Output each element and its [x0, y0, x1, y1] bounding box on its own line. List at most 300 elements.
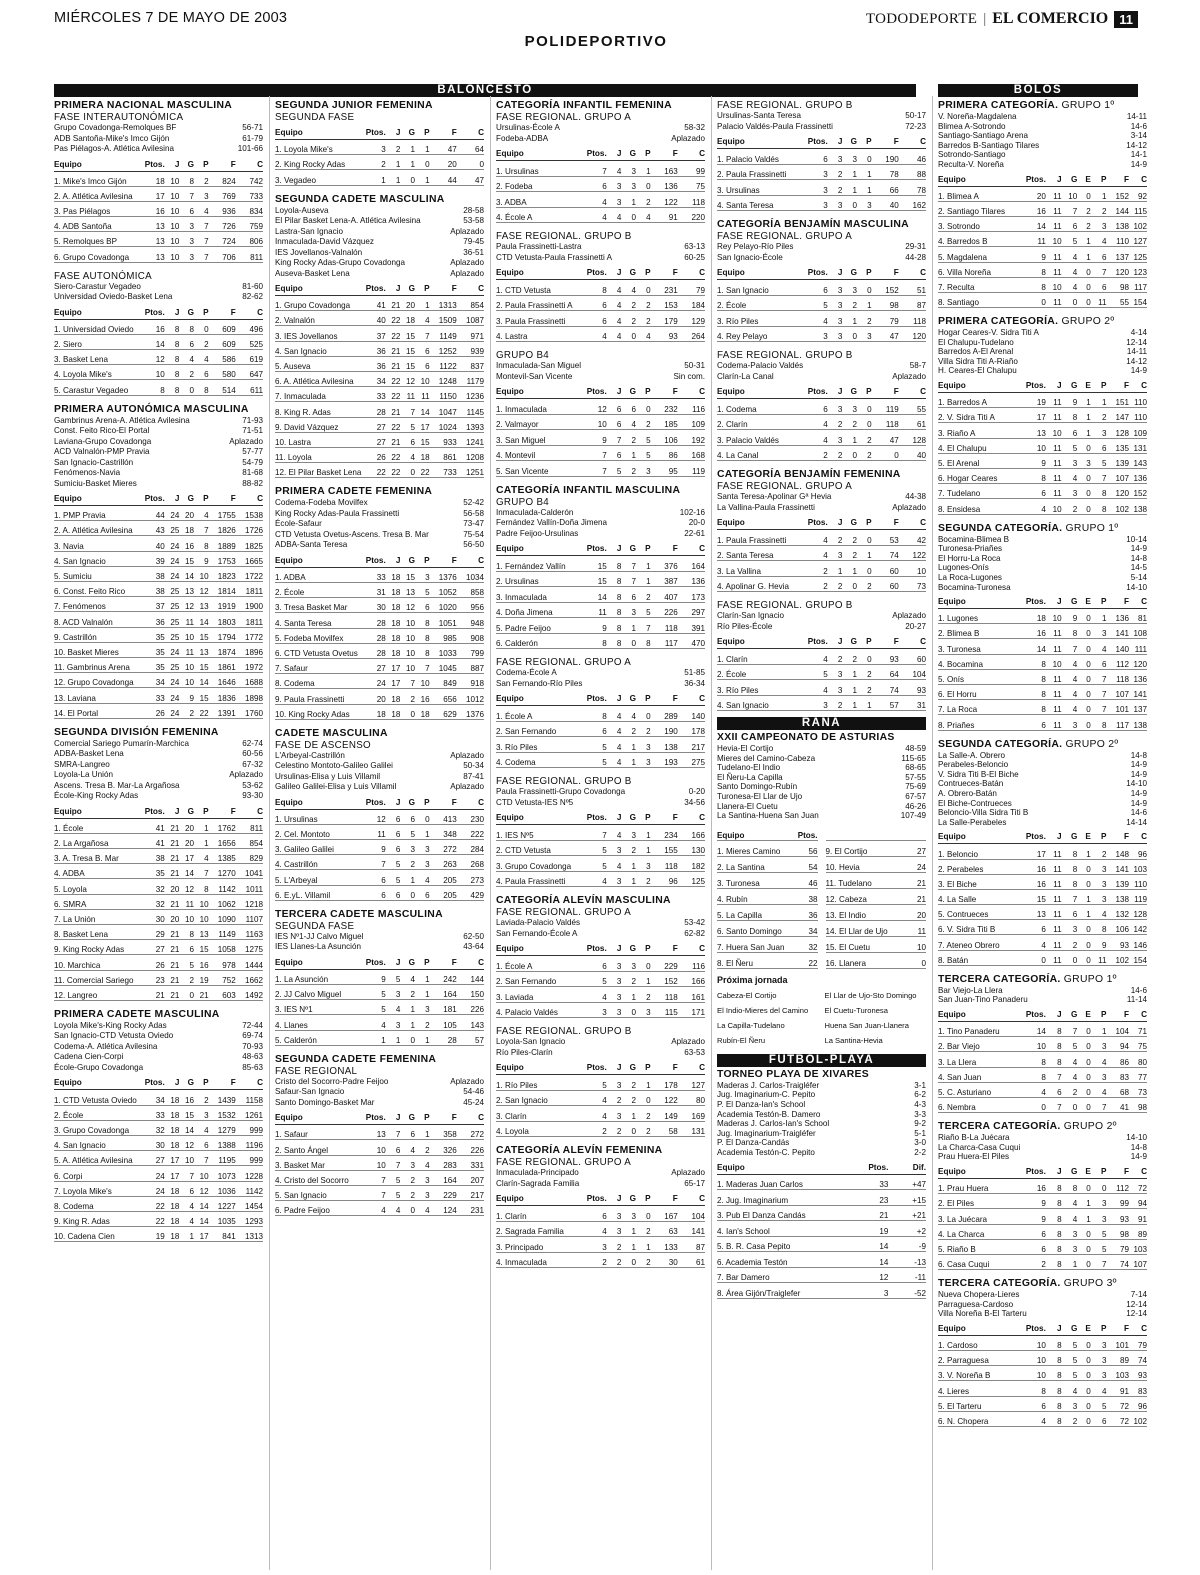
publication-brand	[866, 10, 1138, 28]
stat-cell: 139	[1107, 874, 1129, 889]
stat-cell: 3	[1062, 453, 1078, 468]
table-row	[496, 987, 705, 1003]
stat-cell: -13	[888, 1252, 926, 1268]
stat-cell: 2	[636, 721, 651, 737]
stat-cell: 161	[678, 987, 705, 1003]
stat-cell: 11	[1046, 624, 1062, 639]
competition-block	[275, 100, 484, 186]
stat-cell: 146	[1129, 935, 1147, 950]
stat-cell: 1722	[236, 566, 263, 581]
team-name: 2. Santo Ángel	[275, 1140, 363, 1155]
stat-cell: 8	[179, 171, 194, 186]
table-row	[938, 438, 1147, 453]
competition-title	[717, 219, 926, 231]
fixture: La Capilla-Tudelano	[717, 1020, 785, 1030]
stat-cell: 10	[1023, 438, 1045, 453]
column-header: C	[1129, 174, 1147, 187]
stat-cell: 2	[828, 576, 843, 592]
stat-cell: 8	[1062, 874, 1078, 889]
stat-cell: 2	[857, 445, 872, 461]
match-teams: King Rocky Adas-Paula Frassinetti	[275, 508, 400, 518]
team-name: 3. IES Jovellanos	[275, 326, 363, 341]
team-name: 2. Sagrada Familia	[496, 1221, 584, 1237]
stat-cell: 21	[165, 864, 180, 879]
stat-cell: 2	[621, 295, 636, 311]
stat-cell: 7	[584, 461, 607, 477]
stat-cell: 3	[636, 752, 651, 768]
stat-cell: 3	[1062, 920, 1078, 935]
table-row	[275, 140, 484, 155]
stat-cell: 1107	[236, 909, 263, 924]
table-row	[938, 715, 1147, 730]
stat-cell: 413	[430, 809, 457, 824]
stat-cell: 35	[142, 864, 165, 879]
stat-cell: 0	[842, 576, 857, 592]
stat-cell: 118	[899, 311, 926, 327]
table-row	[938, 685, 1147, 700]
stat-cell: 116	[678, 956, 705, 972]
stat-cell: 13	[1023, 905, 1045, 920]
stat-cell: 73	[1129, 1082, 1147, 1097]
stat-cell: 1149	[430, 326, 457, 341]
match-teams: Loyola-San Ignacio	[496, 1037, 566, 1046]
team-name: 6. Santo Domingo	[717, 926, 782, 936]
match-score: Aplazado	[450, 268, 484, 278]
stat-cell: 1047	[430, 402, 457, 417]
column-header: F	[872, 136, 899, 149]
stat-cell: 4	[584, 987, 607, 1003]
stat-cell: 10	[165, 171, 180, 186]
column-header: F	[1107, 1009, 1129, 1022]
column-header: G	[1062, 174, 1078, 187]
column-header: Equipo	[275, 283, 363, 296]
column-header: J	[828, 386, 843, 399]
stat-cell: 150	[457, 985, 484, 1000]
team-name: 3. Inmaculada	[496, 587, 584, 603]
match-teams: V. Sidra Titi B-El Biche	[938, 769, 1019, 779]
stat-cell: 11	[1046, 859, 1062, 874]
stat-cell: 3	[805, 195, 828, 211]
column-header: E	[1077, 1323, 1090, 1336]
stat-cell: 2	[621, 971, 636, 987]
stat-cell: 12	[363, 809, 386, 824]
team-name: 2. La Santina	[717, 862, 765, 872]
match-score: 44-38	[905, 492, 926, 501]
match-teams: Santo Domingo-Rubín	[717, 782, 798, 792]
stat-cell: 24	[165, 536, 180, 551]
table-row	[496, 633, 705, 649]
stat-cell: 18	[400, 311, 415, 326]
column-header: G	[179, 1077, 194, 1090]
column-header: P	[194, 307, 209, 320]
match-result	[938, 1309, 1147, 1319]
stat-cell: 1391	[209, 703, 236, 718]
stat-cell: 10	[400, 613, 415, 628]
stat-cell: 0	[636, 1206, 651, 1222]
stat-cell: 2	[636, 1121, 651, 1137]
match-result	[496, 253, 705, 264]
stat-cell: 10	[165, 247, 180, 262]
team-name: 5. Contrueces	[938, 905, 1023, 920]
stat-cell: 1	[621, 618, 636, 634]
stat-cell: 1444	[236, 955, 263, 970]
stat-cell: 1826	[209, 521, 236, 536]
competition-block	[275, 909, 484, 1046]
column-header: G	[1062, 1009, 1078, 1022]
stat-cell: 6	[400, 432, 415, 447]
competition-block	[938, 739, 1147, 966]
table-row	[496, 556, 705, 572]
column-header: Ptos.	[584, 693, 607, 706]
competition-title-text: SEGUNDA JUNIOR FEMENINA	[275, 100, 433, 111]
match-result	[717, 1148, 926, 1158]
stat-cell: 11	[1046, 247, 1062, 262]
stat-cell: 0	[1077, 186, 1090, 201]
stat-cell: 106	[651, 430, 678, 446]
stat-cell: 6	[1091, 1411, 1107, 1426]
stat-cell: 1836	[209, 688, 236, 703]
stat-cell: 3	[194, 186, 209, 201]
match-score: 88-82	[242, 478, 263, 488]
team-name: 1. Clarín	[717, 649, 805, 665]
stat-cell: 0	[1077, 499, 1090, 514]
stat-cell: 72	[1107, 1411, 1129, 1426]
stat-cell: 0	[1077, 624, 1090, 639]
stat-cell: 3	[828, 280, 843, 296]
match-score: 11-14	[1126, 995, 1147, 1005]
team-name: 3. Tresa Basket Mar	[275, 598, 363, 613]
stat-cell: 4	[1023, 935, 1045, 950]
stat-cell: 2	[857, 680, 872, 696]
stat-cell: 34	[808, 926, 818, 936]
table-row	[938, 292, 1147, 307]
stat-cell: 125	[1129, 247, 1147, 262]
stat-cell: 164	[430, 985, 457, 1000]
match-teams: Ursulinas-Elisa y Luis Villamil	[275, 771, 381, 781]
table-row	[717, 873, 818, 889]
stat-cell: 17	[1023, 844, 1045, 859]
stat-cell: 10	[179, 657, 194, 672]
table-row	[54, 925, 263, 940]
stat-cell: 3	[1091, 889, 1107, 904]
stat-cell: 18	[165, 1181, 180, 1196]
stat-cell: 18	[165, 1120, 180, 1135]
stat-cell: 0	[1077, 1254, 1090, 1269]
stat-cell: 80	[1129, 1052, 1147, 1067]
table-row	[54, 940, 263, 955]
stat-cell: 7	[194, 247, 209, 262]
stat-cell: 1313	[430, 296, 457, 311]
stat-cell: 10	[363, 1155, 386, 1170]
stat-cell: 1919	[209, 597, 236, 612]
competition-title-text: CATEGORÍA BENJAMÍN FEMENINA	[717, 469, 901, 480]
column-header: J	[1046, 1323, 1062, 1336]
competition-title-text: CADETE MASCULINA	[275, 727, 388, 739]
stat-cell: 217	[678, 737, 705, 753]
match-result	[938, 347, 1147, 357]
match-result	[717, 763, 926, 773]
stat-cell: 25	[165, 627, 180, 642]
column-header: G	[842, 386, 857, 399]
table-row	[54, 232, 263, 247]
stat-cell: 132	[1107, 905, 1129, 920]
table-row	[496, 971, 705, 987]
stat-cell: 21	[386, 356, 401, 371]
stat-cell: 102	[1107, 950, 1129, 965]
stat-cell: 4	[1062, 468, 1078, 483]
competition-block	[496, 1026, 705, 1137]
stat-cell: 6	[584, 1206, 607, 1222]
stat-cell: 93	[1107, 1209, 1129, 1224]
table-row	[496, 1221, 705, 1237]
competition-title-text: TERCERA CADETE MASCULINA	[275, 908, 443, 920]
stat-cell: 25	[165, 521, 180, 536]
stat-cell: 2	[842, 545, 857, 561]
column-header: J	[1046, 1166, 1062, 1179]
stat-cell: 144	[1107, 201, 1129, 216]
column-header: C	[899, 636, 926, 649]
competition-group: GRUPO 2º	[1065, 738, 1119, 750]
stat-cell: 8	[179, 319, 194, 334]
team-name: 1. Maderas Juan Carlos	[717, 1174, 851, 1190]
stat-cell: 6	[1091, 247, 1107, 262]
team-name: 4. Cristo del Socorro	[275, 1170, 363, 1185]
column-header: Ptos.	[1023, 1323, 1045, 1336]
competition-group: GRUPO 2º	[1061, 316, 1115, 328]
stat-cell: 17	[386, 658, 401, 673]
column-header: C	[678, 943, 705, 956]
team-name: 13. Laviana	[54, 688, 142, 703]
stat-cell: 7	[400, 674, 415, 689]
table-row	[938, 1351, 1147, 1366]
column-header: F	[651, 543, 678, 556]
stat-cell: 10	[415, 372, 430, 387]
stat-cell: 854	[457, 296, 484, 311]
stat-cell: 861	[430, 447, 457, 462]
match-teams: IES Nº1-JJ Calvo Miguel	[275, 931, 364, 941]
stat-cell: 8	[607, 571, 622, 587]
match-result	[54, 447, 263, 458]
stat-cell: 163	[651, 161, 678, 177]
column-header: C	[1129, 831, 1147, 844]
stat-cell: 4	[1062, 1052, 1078, 1067]
stat-cell: 54	[808, 862, 818, 872]
team-name: 6. Casa Cuqui	[938, 1254, 1023, 1269]
match-score: 5-14	[1130, 572, 1147, 582]
competition-title	[54, 100, 263, 112]
column-header: F	[651, 943, 678, 956]
stat-cell: 110	[1129, 408, 1147, 423]
stat-cell: 3	[1091, 874, 1107, 889]
stat-cell: 1251	[457, 463, 484, 478]
stat-cell: 2	[857, 664, 872, 680]
column-header: J	[1046, 174, 1062, 187]
stat-cell: 3	[621, 956, 636, 972]
table-row	[496, 587, 705, 603]
stat-cell: 57	[457, 1030, 484, 1045]
team-name: 7. La Unión	[54, 909, 142, 924]
column-header: P	[1091, 380, 1107, 393]
stat-cell: 3	[607, 1221, 622, 1237]
team-name: 5. Onís	[938, 669, 1023, 684]
table-row	[938, 905, 1147, 920]
stat-cell: 1241	[457, 432, 484, 447]
stat-cell: 6	[584, 721, 607, 737]
stat-cell: 1755	[209, 506, 236, 521]
stat-cell: 1195	[209, 1151, 236, 1166]
stat-cell: 155	[651, 840, 678, 856]
match-score: 14-10	[1126, 1133, 1147, 1143]
stat-cell: 17	[194, 1227, 209, 1242]
match-result	[275, 932, 484, 943]
stat-cell: 21	[194, 985, 209, 1000]
stat-cell: 18	[386, 598, 401, 613]
phase-subtitle: FASE REGIONAL. GRUPO A	[717, 481, 853, 492]
stat-cell: 27	[142, 940, 165, 955]
stat-cell: 2	[415, 1140, 430, 1155]
stat-cell: 5	[386, 870, 401, 885]
stat-cell: 3	[1091, 1037, 1107, 1052]
stat-cell: 21	[165, 925, 180, 940]
match-teams: Barredos B-Santiago Tilares	[938, 140, 1040, 150]
team-name: 2. Valmayor	[496, 414, 584, 430]
stat-cell: 24	[363, 674, 386, 689]
stat-cell: 1	[1077, 1194, 1090, 1209]
stat-cell: 18	[415, 447, 430, 462]
stat-cell: 3	[621, 176, 636, 192]
team-name: 3. Río Piles	[496, 737, 584, 753]
stat-cell: 6	[386, 824, 401, 839]
table-row	[717, 430, 926, 446]
standings-table	[496, 386, 705, 477]
match-result	[54, 1031, 263, 1042]
competition-title-text: SEGUNDA CADETE MASCULINA	[275, 193, 445, 205]
column-header: F	[430, 797, 457, 810]
stat-cell: 1811	[236, 582, 263, 597]
stat-cell: 4	[607, 825, 622, 841]
team-name: 14. El Llar de Ujo	[825, 926, 888, 936]
stat-cell: 34	[142, 673, 165, 688]
stat-cell: 104	[678, 1206, 705, 1222]
match-score: 0-20	[688, 787, 705, 796]
match-score: 50-31	[684, 361, 705, 370]
match-teams: Sotrondo-Santiago	[938, 150, 1006, 160]
stat-cell: 1	[842, 664, 857, 680]
competition-title	[275, 194, 484, 206]
column-header: F	[430, 1112, 457, 1125]
stat-cell: 4	[584, 871, 607, 887]
stat-cell: 15	[400, 356, 415, 371]
match-score: 73-47	[463, 519, 484, 529]
match-result	[54, 282, 263, 293]
stat-cell: 8	[1046, 1224, 1062, 1239]
stat-cell: 4	[400, 969, 415, 984]
stat-cell: 192	[678, 430, 705, 446]
stat-cell: 10	[142, 365, 165, 380]
stat-cell: 7	[1091, 669, 1107, 684]
stat-cell: 143	[1129, 453, 1147, 468]
match-score: 101-66	[237, 144, 263, 153]
team-name: 4. San Ignacio	[717, 695, 805, 711]
column-header: C	[1129, 1166, 1147, 1179]
stat-cell: 36	[142, 612, 165, 627]
team-name: 2. Cel. Montoto	[275, 824, 363, 839]
team-name: 5. Padre Feijoo	[496, 618, 584, 634]
team-name: 12. El Pilar Basket Lena	[275, 463, 363, 478]
stat-cell: 2	[857, 576, 872, 592]
table-row	[275, 598, 484, 613]
stat-cell: 193	[651, 752, 678, 768]
stat-cell: 999	[236, 1120, 263, 1135]
team-name: 8. Santiago	[938, 292, 1023, 307]
match-score: 14-9	[1130, 544, 1147, 554]
stat-cell: 8	[607, 587, 622, 603]
stat-cell: 8	[165, 319, 180, 334]
team-name: 9. Castrillón	[54, 627, 142, 642]
standings-table	[496, 693, 705, 768]
team-name: 5. Loyola	[54, 879, 142, 894]
stat-cell: 8	[1023, 700, 1045, 715]
stat-cell: 5	[584, 971, 607, 987]
stat-cell: 28	[363, 628, 386, 643]
stat-cell: 117	[1107, 715, 1129, 730]
column-header: Equipo	[496, 812, 584, 825]
stat-cell: 71	[1129, 1022, 1147, 1037]
column-header: P	[194, 159, 209, 172]
stat-cell: 2	[194, 334, 209, 349]
stat-cell: 1	[179, 1227, 194, 1242]
fixture: Huena San Juan-Llanera	[824, 1020, 909, 1030]
stat-cell: 11	[1023, 232, 1045, 247]
stat-cell: 46	[808, 878, 818, 888]
stat-cell: 1762	[209, 818, 236, 833]
table-row	[938, 1097, 1147, 1112]
stat-cell: 21	[165, 955, 180, 970]
phase-subtitle: FASE REGIONAL. GRUPO B	[717, 350, 853, 361]
stat-cell: 10	[165, 201, 180, 216]
column-header: G	[842, 267, 857, 280]
stat-cell: 0	[400, 1030, 415, 1045]
column-header	[717, 825, 818, 841]
stat-cell: 1227	[209, 1196, 236, 1211]
team-name: 6. Hogar Ceares	[938, 468, 1023, 483]
match-score: 107-49	[900, 811, 926, 821]
stat-cell: 1011	[236, 879, 263, 894]
table-row	[275, 341, 484, 356]
stat-cell: 103	[1129, 859, 1147, 874]
match-result	[938, 583, 1147, 593]
column-header: G	[400, 1112, 415, 1125]
stat-cell: 8	[165, 334, 180, 349]
stat-cell: 17	[386, 674, 401, 689]
match-teams: Ursulinas-École A	[496, 123, 560, 132]
competition-block	[496, 350, 705, 477]
match-score: 51-85	[684, 668, 705, 677]
match-score: 115-65	[901, 753, 926, 763]
stat-cell: 2	[194, 171, 209, 186]
stat-cell: 6	[1023, 1396, 1045, 1411]
stat-cell: 10	[179, 1151, 194, 1166]
stat-cell: 6	[415, 356, 430, 371]
stat-cell: 4	[400, 1140, 415, 1155]
match-result	[275, 761, 484, 772]
match-result	[938, 338, 1147, 348]
stat-cell: 985	[430, 628, 457, 643]
team-name: 8. Batán	[938, 950, 1023, 965]
stat-cell: 0	[400, 704, 415, 719]
table-row	[275, 809, 484, 824]
stat-cell: 9	[584, 430, 607, 446]
